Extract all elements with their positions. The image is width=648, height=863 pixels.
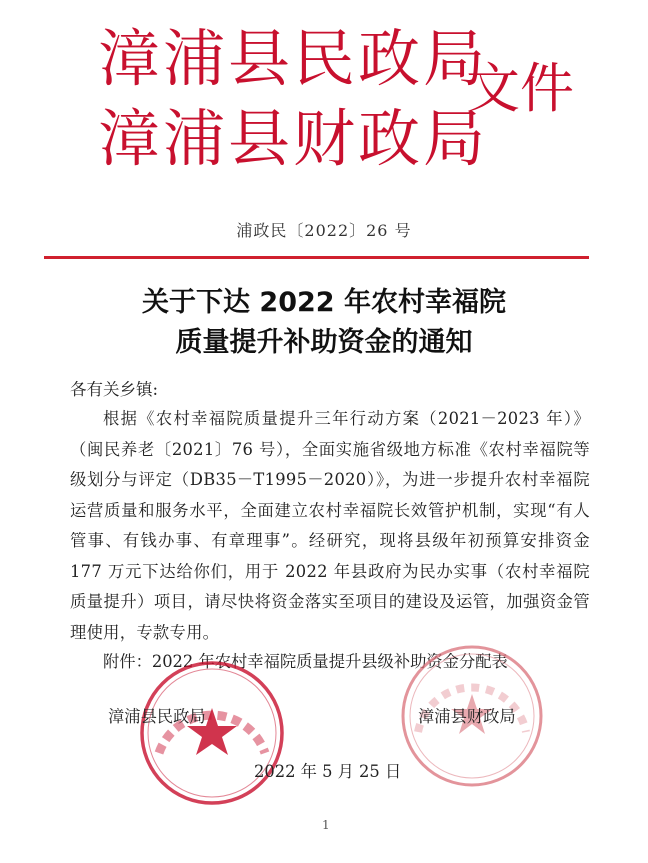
notice-title-line2: 质量提升补助资金的通知: [175, 327, 473, 358]
signature-right-issuer: 漳浦县财政局: [418, 707, 516, 726]
issue-date: 2022 年 5 月 25 日: [254, 762, 402, 781]
document-type-label: 文件: [466, 57, 574, 120]
issuer-name-line1: 漳浦县民政局: [98, 22, 489, 95]
notice-title-line1: 关于下达 2022 年农村幸福院: [142, 287, 506, 318]
red-divider-line: [44, 256, 589, 259]
salutation: 各有关乡镇:: [70, 380, 159, 399]
seal-left-stamp-icon: [137, 658, 287, 808]
page-number: 1: [322, 818, 330, 832]
document-number: 浦政民〔2022〕26 号: [236, 221, 412, 240]
signature-left-issuer: 漳浦县民政局: [108, 707, 206, 726]
issuer-name-line2: 漳浦县财政局: [98, 102, 489, 175]
attachment-note: 附件：2022 年农村幸福院质量提升县级补助资金分配表: [103, 652, 508, 671]
body-paragraph: 根据《农村幸福院质量提升三年行动方案（2021－2023 年）》（闽民养老〔2021〕76 号），全面实施省级地方标准《农村幸福院等级划分与评定（DB35－T1995－2020）》，为进一步提升农村幸福院运营质量和服务水平，全面建立农村幸福院长效管护机制，实现“有人管事、有钱办事、有章理事”。经研究，现将县级年初预算安排资金 177 万元下达给你们，用于 2022 年县政府为民办实事（农村幸福院质量提升）项目，请尽快将资金落实至项目的建设及运管，加强资金管理使用，专款专用。: [70, 409, 590, 642]
